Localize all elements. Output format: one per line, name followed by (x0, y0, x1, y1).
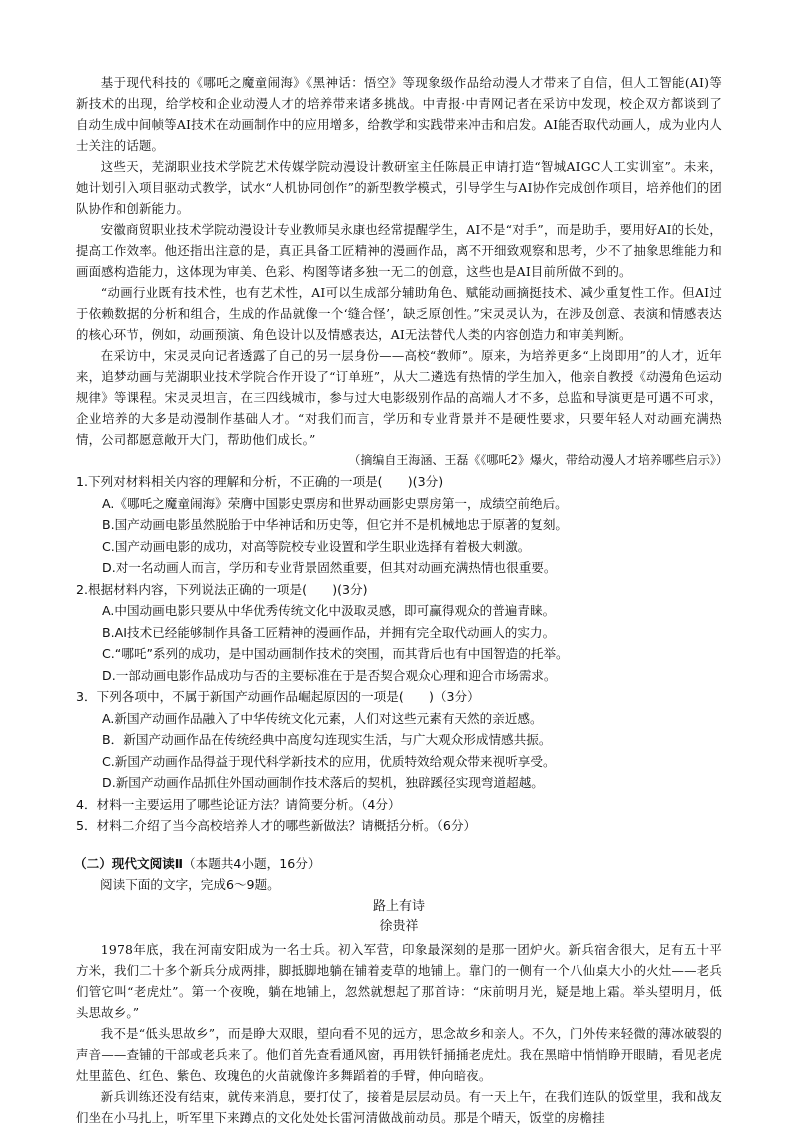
material-source: （摘编自王海涵、王磊《《哪吒2》爆火，带给动漫人才培养哪些启示》） (348, 453, 728, 467)
material-paragraph: 这些天，芜湖职业技术学院艺术传媒学院动漫设计教研室主任陈晨正申请打造“智城AIGC人工实训室”。未来，她计划引入项目驱动式教学，试水“人机协同创作”的新型教学模式，引导学生与AI协作完成创作项目，培养他们的团队协作和创新能力。 (76, 159, 722, 216)
question-option: B.AI技术已经能够制作具备工匠精神的漫画作品，并拥有完全取代动画人的实力。 (102, 624, 556, 640)
question-option: C.“哪吒”系列的成功，是中国动画制作技术的突围，而其背后也有中国智造的托举。 (102, 646, 569, 661)
material-2 (76, 72, 728, 471)
section-heading (74, 853, 722, 874)
question-4-stem: 4．材料一主要运用了哪些论证方法？请简要分析。（4分） (76, 796, 401, 812)
question-stem: 2.根据材料内容，下列说法正确的一项是( )(3分) (76, 581, 368, 597)
question-stem: 3．下列各项中，不属于新国产动画作品崛起原因的一项是( )（3分） (76, 689, 480, 704)
question-option: A.中国动画电影只要从中华优秀传统文化中汲取灵感，即可赢得观众的普遍青睐。 (102, 603, 556, 618)
section-modern-reading-2 (76, 853, 722, 1128)
question-1 (76, 471, 722, 579)
material-paragraph: “动画行业既有技术性，也有艺术性，AI可以生成部分辅助角色、赋能动画摘挺技术、减少重复性工作。但AI过于依赖数据的分析和组合，生成的作品就像一个‘缝合怪’，缺乏原创性。”宋灵灵认为，在涉及创意、表演和情感表达的核心环节，例如，动画预演、角色设计以及情感表达，AI无法替代人类的内容创造力和审美判断。 (76, 285, 722, 342)
question-5-stem: 5．材料二介绍了当今高校培养人才的哪些新做法？请概括分析。（6分） (76, 818, 477, 833)
question-option: B.国产动画电影虽然脱胎于中华神话和历史等，但它并不是机械地忠于原著的复刻。 (102, 517, 569, 532)
question-option: D.新国产动画作品抓住外国动画制作技术落后的契机，独辟蹊径实现弯道超越。 (102, 775, 544, 790)
section-heading-rest: （本题共4小题，16分） (183, 855, 321, 871)
question-option: C.新国产动画作品得益于现代科学新技术的应用，优质特效给观众带来视听享受。 (102, 753, 556, 769)
article-paragraph: 新兵训练还没有结束，就传来消息，要打仗了，接着是层层动员。有一天上午，在我们连队的饭堂里，我和战友们坐在小马扎上，听军里下来蹲点的文化处处长雷河清做战前动员。那是个晴天，饭堂的房檐挂 (76, 1088, 722, 1125)
material-paragraph: 安徽商贸职业技术学院动漫设计专业教师吴永康也经常提醒学生，AI不是“对手”，而是助手，要用好AI的长处，提高工作效率。他还指出注意的是，真正具备工匠精神的漫画作品，离不开细致观察和思考，少不了抽象思维能力和画面感构造能力，这体现为审美、色彩、构图等诸多独一无二的创意，这些也是AI目前所做不到的。 (76, 222, 722, 279)
material-paragraph: 基于现代科技的《哪吒之魔童闹海》《黑神话：悟空》等现象级作品给动漫人才带来了自信，但人工智能(AI)等新技术的出现，给学校和企业动漫人才的培养带来诸多挑战。中青报·中青网记者在采访中发现，校企双方都谈到了自动生成中间帧等AI技术在动画制作中的应用增多，给教学和实践带来冲击和启发。AI能否取代动画人，成为业内人士关注的话题。 (76, 75, 722, 153)
article-paragraph: 我不是“低头思故乡”，而是睁大双眼，望向看不见的远方，思念故乡和亲人。不久，门外传来轻微的薄冰破裂的声音——查铺的干部或老兵来了。他们首先查看通风窗，再用铁钎捅捅老虎灶。我在黑暗中悄悄睁开眼睛，看见老虎灶里蓝色、红色、紫色、玫瑰色的火苗就像许多舞蹈着的手臂，伸向暗夜。 (76, 1025, 722, 1083)
section-heading-bold: （二）现代文阅读Ⅱ (74, 855, 184, 871)
article-paragraph: 1978年底，我在河南安阳成为一名士兵。初入军营，印象最深刻的是那一团炉火。新兵宿舍很大，足有五十平方米，我们二十多个新兵分成两排，脚抵脚地躺在铺着麦草的地铺上。靠门的一侧有一个八仙桌大小的火灶——老兵们管它叫“老虎灶”。第一个夜晚，躺在地铺上，忽然就想起了那首诗：“床前明月光，疑是地上霜。举头望明月，低头思故乡。” (76, 941, 722, 1020)
question-option: D.对一名动画人而言，学历和专业背景固然重要，但其对动画充满热情也很重要。 (102, 560, 557, 575)
question-option: B．新国产动画作品在传统经典中高度勾连现实生活，与广大观众形成情感共振。 (102, 732, 552, 747)
question-stem: 1.下列对材料相关内容的理解和分析，不正确的一项是( )(3分) (76, 474, 444, 489)
question-option: A.《哪吒之魔童闹海》荣膺中国影史票房和世界动画影史票房第一，成绩空前绝后。 (102, 495, 568, 511)
question-option: A.新国产动画作品融入了中华传统文化元素，人们对这些元素有天然的亲近感。 (102, 710, 543, 726)
question-option: D.一部动画电影作品成功与否的主要标准在于是否契合观众心理和迎合市场需求。 (102, 667, 557, 683)
article-author: 徐贵祥 (379, 918, 419, 934)
question-3 (76, 686, 722, 794)
question-2 (76, 579, 722, 687)
article-title: 路上有诗 (372, 898, 425, 914)
material-paragraph: 在采访中，宋灵灵向记者透露了自己的另一层身份——高校“教师”。原来，为培养更多“上岗即用”的人才，近年来，追梦动画与芜湖职业技术学院合作开设了“订单班”，从大二遴选有热情的学生加入，他亲自教授《动漫角色运动规律》等课程。宋灵灵坦言，在三四线城市，参与过大电影级别作品的高端人才不多，总监和导演更是可遇不可求，企业培养的大多是动漫制作基础人才。“对我们而言，学历和专业背景并不是硬性要求，只要年轻人对动画充满热情，公司都愿意敞开大门，帮助他们成长。” (76, 348, 722, 447)
section-instruction: 阅读下面的文字，完成6～9题。 (100, 876, 280, 892)
question-option: C.国产动画电影的成功，对高等院校专业设置和学生职业选择有着极大刺激。 (102, 538, 531, 554)
exam-page (74, 72, 728, 1128)
question-list (76, 471, 722, 837)
